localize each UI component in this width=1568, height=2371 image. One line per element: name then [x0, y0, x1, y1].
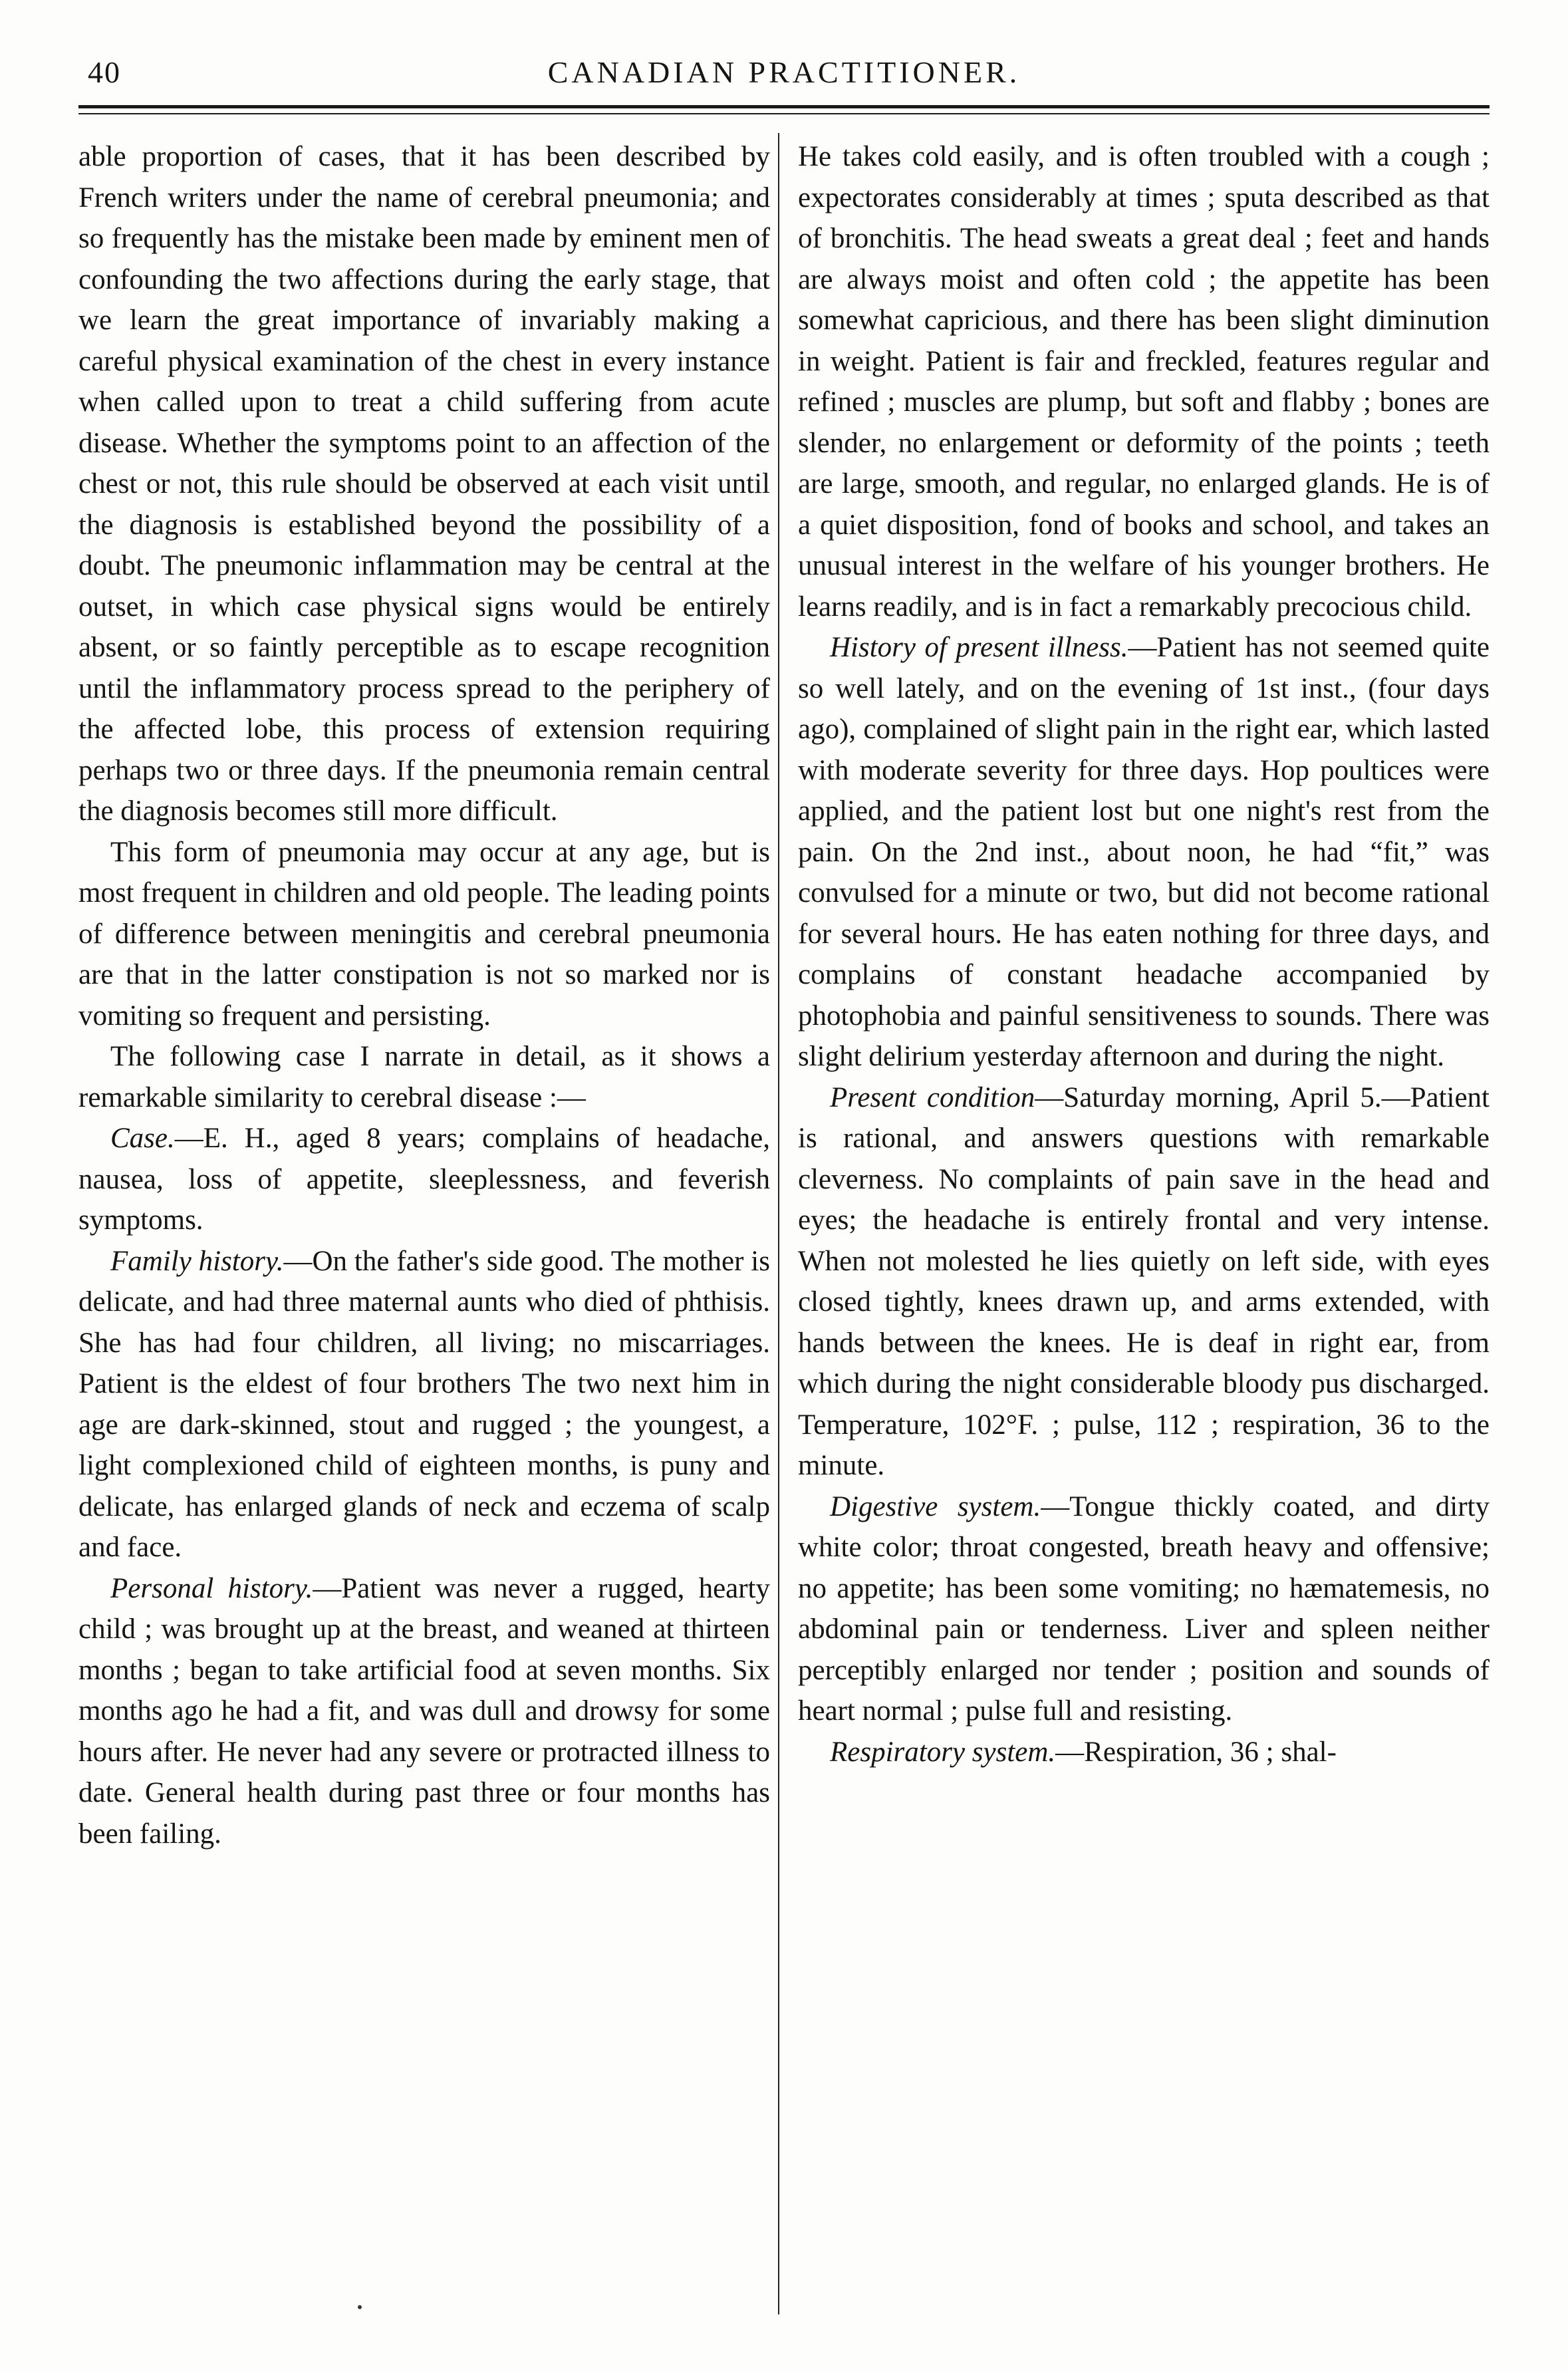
page-header [78, 52, 1490, 98]
present-condition-heading: Present condition [830, 1081, 1035, 1113]
respiratory-system-heading: Respiratory system. [830, 1736, 1056, 1768]
paragraph-case [78, 1118, 770, 1241]
paragraph-personal-continued: He takes cold easily, and is often troubled with a cough ; expectorates considerably at times ; sputa described as that of bronchitis. The head sweats a great deal ; feet and hands are always moist and often cold ; the appetite has been somewhat capricious, and there has been slight diminution in weight. Patient is fair and freckled, features regular and refined ; muscles are plump, but soft and flabby ; bones are slender, no enlargement or deformity of the points ; teeth are large, smooth, and regular, no enlarged glands. He is of a quiet disposition, fond of books and school, and takes an unusual interest in the welfare of his younger brothers. He learns readily, and is in fact a remarkably precocious child. [798, 141, 1490, 623]
paragraph-digestive-system [798, 1486, 1490, 1732]
family-history-heading: Family history. [110, 1245, 284, 1277]
column-divider [778, 133, 779, 2314]
digestive-system-heading: Digestive system. [830, 1490, 1041, 1522]
paragraph-personal-history [78, 1568, 770, 1855]
present-illness-heading: History of present illness. [830, 632, 1128, 663]
case-heading: Case. [110, 1123, 175, 1154]
family-history-text: —On the father's side good. The mother is delicate, and had three maternal aunts who died of phthisis. She has had four children, all living; no miscarriages. Patient is the eldest of four brothers The two next him in age are dark-skinned, stout and rugged ; the youngest, a light complexioned child of eighteen months, is puny and delicate, has enlarged glands of neck and eczema of scalp and face. [78, 1245, 770, 1563]
paragraph-case-intro: The following case I narrate in detail, as it shows a remarkable similarity to cerebral disease :— [78, 1041, 770, 1113]
left-column [78, 136, 770, 1854]
paragraph-continued: able proportion of cases, that it has been described by French writers under the name of cerebral pneumonia; and so frequently has the mistake been made by eminent men of confounding the two affections during the early stage, that we learn the great importance of invariably making a careful physical examination of the chest in every instance when called upon to treat a child suffering from acute disease. Whether the symptoms point to an affection of the chest or not, this rule should be observed at each visit until the diagnosis is established beyond the possibility of a doubt. The pneumonic inflammation may be central at the outset, in which case physical signs would be entirely absent, or so faintly perceptible as to escape recognition until the inflammatory process spread to the periphery of the affected lobe, this process of extension requiring perhaps two or three days. If the pneumonia remain central the diagnosis becomes still more difficult. [78, 141, 770, 827]
digestive-system-text: —Tongue thickly coated, and dirty white color; throat congested, breath heavy and offensive; no appetite; has been some vomiting; no hæmatemesis, no abdominal pain or tenderness. Liver and spleen neither perceptibly enlarged nor tender ; position and sounds of heart normal ; pulse full and resisting. [798, 1490, 1490, 1727]
personal-history-text: —Patient was never a rugged, hearty child ; was brought up at the breast, and weaned at thirteen months ; began to take artificial food at seven months. Six months ago he had a fit, and was dull and drowsy for some hours after. He never had any severe or protracted illness to date. General health during past three or four months has been failing. [78, 1572, 771, 1850]
paragraph-respiratory-system [798, 1732, 1490, 1773]
respiratory-system-text: —Respiration, 36 ; shal- [1055, 1736, 1337, 1768]
header-rule-thin [78, 113, 1490, 114]
present-condition-text: —Saturday morning, April 5.—Patient is rational, and answers questions with remarkable cleverness. No complaints of pain save in the head and eyes; the headache is entirely frontal and very intense. When not molested he lies quietly on left side, with eyes closed tightly, knees drawn up, and arms extended, with hands between the knees. He is deaf in right ear, from which during the night considerable bloody pus discharged. Temperature, 102°F. ; pulse, 112 ; respiration, 36 to the minute. [798, 1081, 1490, 1481]
footer-mark [358, 2305, 362, 2309]
right-column [798, 136, 1490, 1772]
running-title: CANADIAN PRACTITIONER. [547, 55, 1021, 89]
page-number: 40 [88, 55, 121, 89]
paragraph-pneumonia-forms: This form of pneumonia may occur at any age, but is most frequent in children and old people. The leading points of difference between meningitis and cerebral pneumonia are that in the latter constipation is not so marked nor is vomiting so frequent and persisting. [78, 836, 770, 1032]
header-rule-thick [78, 105, 1490, 108]
paragraph-present-illness [798, 627, 1490, 1077]
personal-history-heading: Personal history. [110, 1572, 313, 1604]
paragraph-present-condition [798, 1077, 1490, 1486]
case-text: —E. H., aged 8 years; complains of headache, nausea, loss of appetite, sleeplessness, and feverish symptoms. [78, 1123, 770, 1236]
paragraph-family-history [78, 1241, 770, 1568]
present-illness-text: —Patient has not seemed quite so well lately, and on the evening of 1st inst., (four days ago), complained of slight pain in the right ear, which lasted with moderate severity for three days. Hop poultices were applied, and the patient lost but one night's rest from the pain. On the 2nd inst., about noon, he had “fit,” was convulsed for a minute or two, but did not become rational for several hours. He has eaten nothing for three days, and complains of constant headache accompanied by photophobia and painful sensitiveness to sounds. There was slight delirium yesterday afternoon and during the night. [798, 632, 1490, 1072]
